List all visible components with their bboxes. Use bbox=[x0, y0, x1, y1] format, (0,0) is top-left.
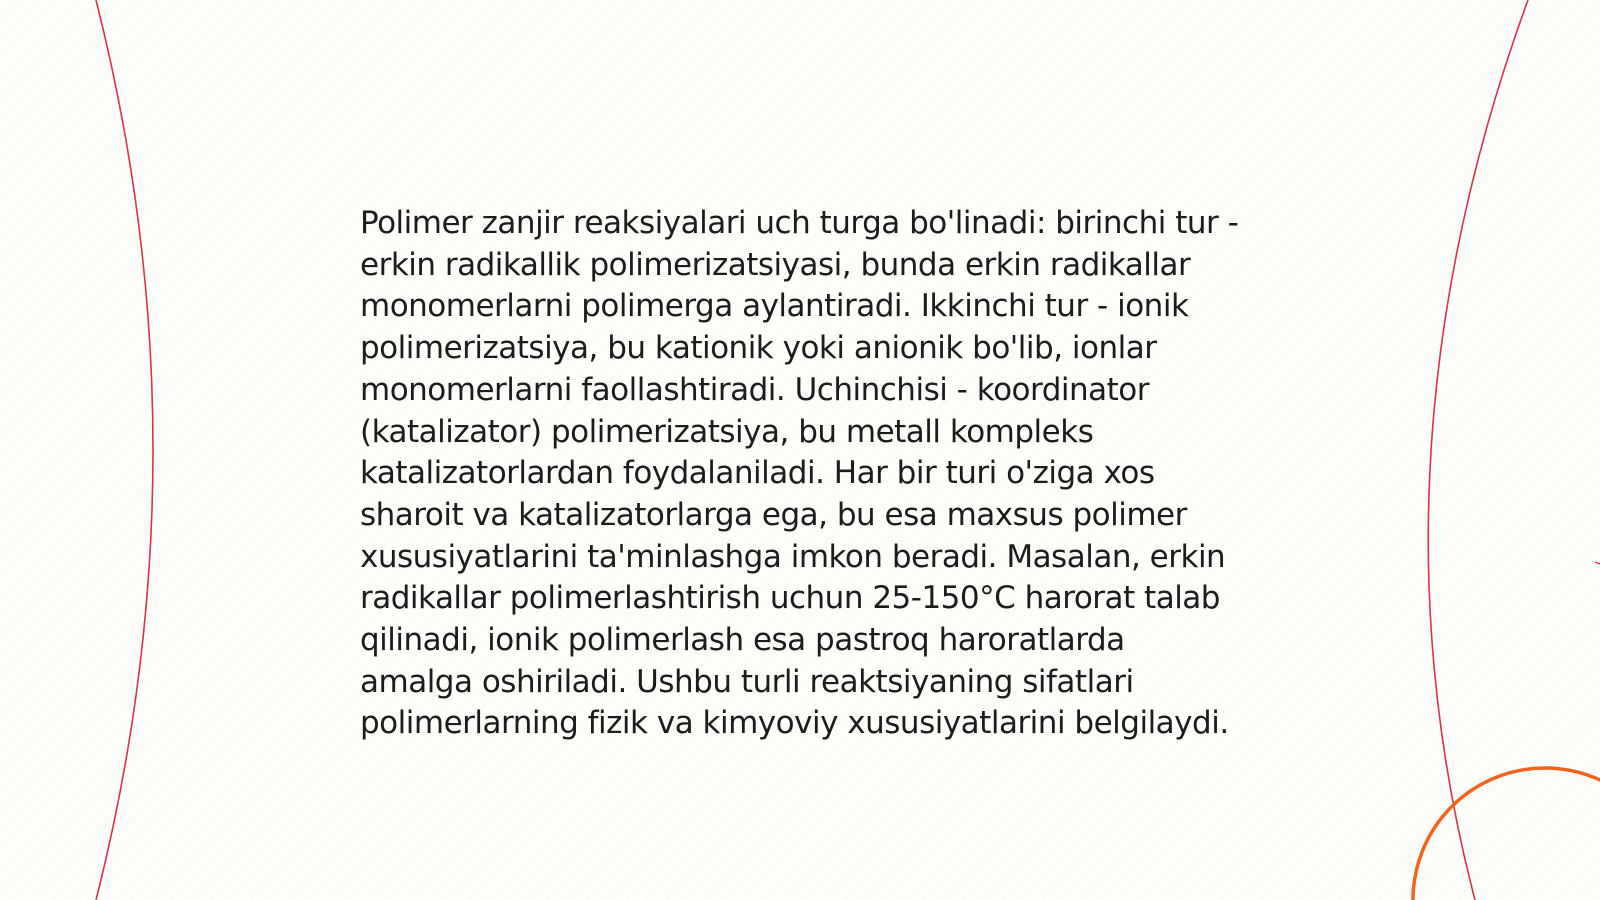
body-paragraph: Polimer zanjir reaksiyalari uch turga bo'linadi: birinchi tur - erkin radikallik polimerizatsiyasi, bunda erkin radikallar monomerlarni polimerga aylantiradi. Ikkinchi tur - ionik polimerizatsiya, bu kationik yoki anionik bo'lib, ionlar monomerlarni faollashtiradi. Uchinchisi - koordinator (katalizator) polimerizatsiya, bu metall kompleks katalizatorlardan foydalaniladi. Har bir turi o'ziga xos sharoit va katalizatorlarga ega, bu esa maxsus polimer xususiyatlarini ta'minlashga imkon beradi. Masalan, erkin radikallar polimerlashtirish uchun 25-150°C harorat talab qilinadi, ionik polimerlash esa pastroq haroratlarda amalga oshiriladi. Ushbu turli reaktsiyaning sifatlari polimerlarning fizik va kimyoviy xususiyatlarini belgilaydi. bbox=[360, 205, 1239, 742]
left-curve-line bbox=[96, 0, 153, 900]
orange-ring bbox=[1413, 768, 1600, 900]
edge-tick-mark bbox=[1595, 562, 1600, 564]
right-curve-line bbox=[1428, 0, 1528, 900]
